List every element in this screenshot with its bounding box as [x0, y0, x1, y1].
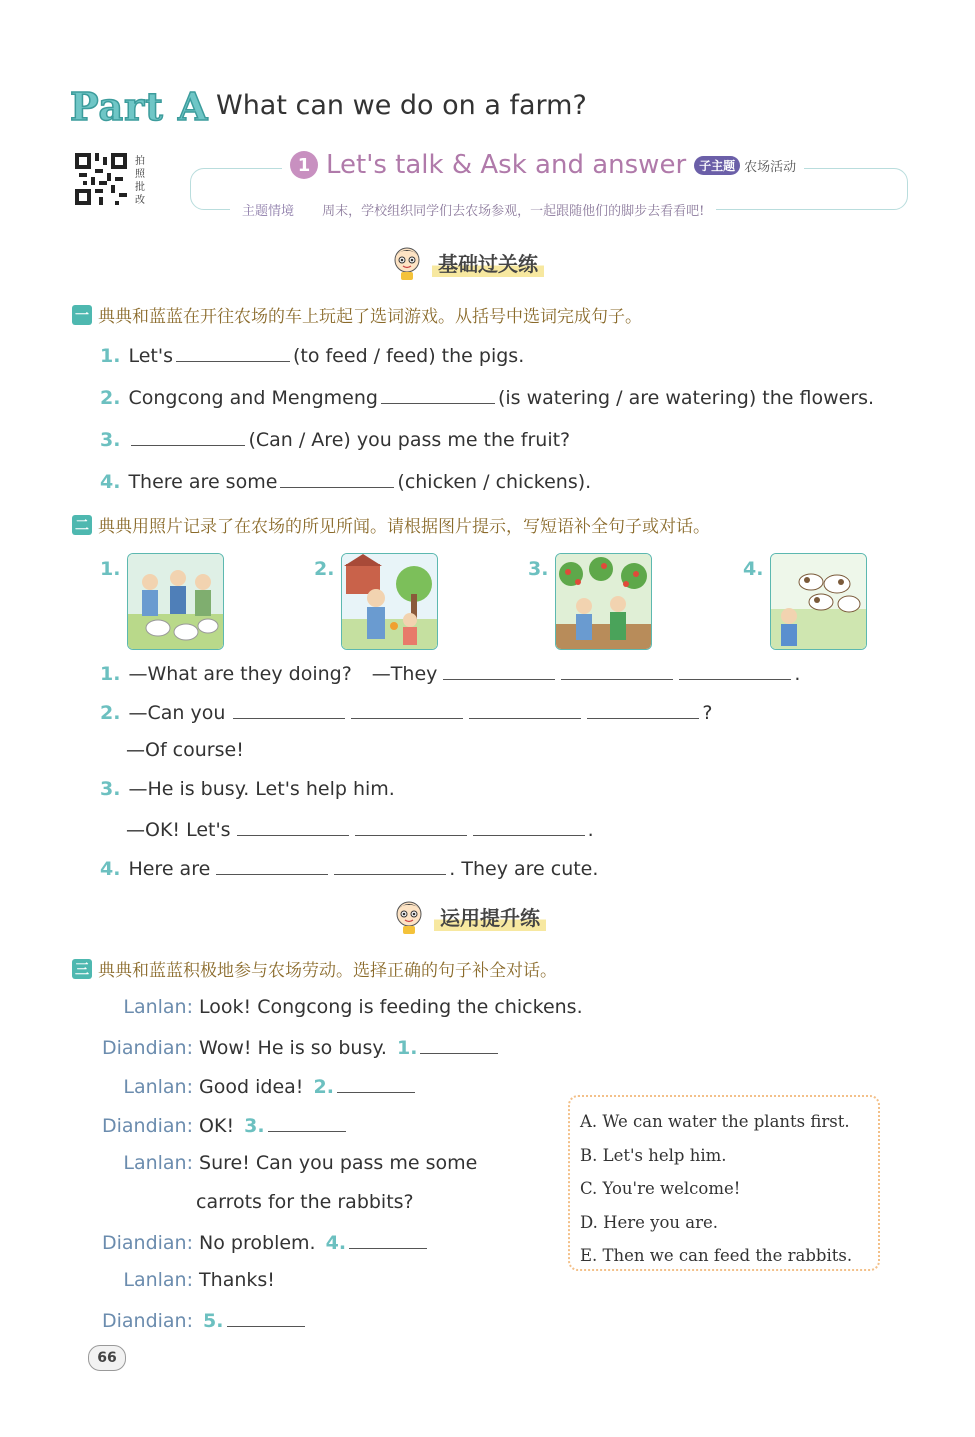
answer-blank[interactable] — [233, 700, 345, 719]
subtopic-text: 农场活动 — [744, 159, 797, 175]
answer-blank[interactable] — [679, 661, 791, 680]
speaker-name: Diandian: — [101, 1037, 193, 1059]
question-text: . They are cute. — [449, 858, 599, 880]
speaker-name: Lanlan: — [123, 1152, 193, 1174]
photo-number: 4. — [743, 558, 764, 580]
section-basic-heading — [390, 244, 544, 280]
dialogue-text: Good idea! — [199, 1076, 304, 1098]
dialogue-text: OK! — [199, 1115, 235, 1137]
exercise-2-heading — [72, 512, 710, 537]
answer-blank[interactable] — [420, 1035, 498, 1054]
subtopic-tag — [694, 156, 796, 175]
ex2-question-1 — [100, 661, 800, 685]
exercise-1-heading — [72, 302, 642, 327]
page-title: What can we do on a farm? — [216, 90, 587, 121]
item-text: (Can / Are) you pass me the fruit? — [248, 429, 571, 451]
theme-label: 主题情境 — [242, 204, 295, 219]
answer-blank[interactable] — [216, 856, 328, 875]
blank-number: 4. — [325, 1232, 347, 1254]
blank-number: 5. — [203, 1310, 224, 1332]
photo-number: 3. — [528, 558, 549, 580]
exercise-1-instruction: 典典和蓝蓝在开往农场的车上玩起了选词游戏。从括号中选词完成句子。 — [98, 307, 642, 327]
item-text: (to feed / feed) the pigs. — [292, 345, 525, 367]
answer-blank[interactable] — [280, 469, 394, 488]
question-text: Here are — [128, 858, 211, 880]
question-text: —He is busy. Let's help him. — [128, 778, 395, 800]
ex2-answer-2 — [126, 739, 244, 761]
speaker-name: Lanlan: — [123, 1269, 193, 1291]
dialogue-line-5-cont — [196, 1191, 414, 1213]
option-d: D. Here you are. — [580, 1212, 719, 1232]
item-number: 2. — [100, 702, 121, 724]
answer-blank[interactable] — [473, 817, 585, 836]
answer-blank[interactable] — [587, 700, 699, 719]
section-advanced-label: 运用提升练 — [434, 902, 546, 931]
option-b: B. Let's help him. — [580, 1145, 727, 1165]
speaker-name: Diandian: — [101, 1310, 193, 1332]
item-number: 1. — [100, 345, 121, 367]
qr-caption: 拍照批改 — [135, 156, 145, 206]
question-text: —What are they doing? — [128, 663, 352, 685]
theme-line — [230, 200, 716, 219]
answer-blank[interactable] — [561, 661, 673, 680]
answer-blank[interactable] — [337, 1074, 415, 1093]
answer-blank[interactable] — [268, 1113, 346, 1132]
punctuation: . — [587, 819, 594, 841]
answer-blank[interactable] — [334, 856, 446, 875]
ex1-item-1 — [100, 343, 524, 367]
ex2-answer-3 — [126, 817, 594, 841]
dialogue-line-1 — [60, 996, 583, 1018]
answer-blank[interactable] — [176, 343, 290, 362]
exercise-3-instruction: 典典和蓝蓝积极地参与农场劳动。选择正确的句子补全对话。 — [98, 961, 557, 981]
dialogue-text: Thanks! — [199, 1269, 275, 1291]
photo-number: 2. — [314, 558, 335, 580]
question-text: —Can you — [128, 702, 226, 724]
answer-blank[interactable] — [355, 817, 467, 836]
ex1-item-2 — [100, 385, 874, 409]
item-text: (is watering / are watering) the flowers. — [497, 387, 875, 409]
dialogue-line-4 — [60, 1113, 349, 1137]
part-label: Part A — [70, 84, 209, 129]
speaker-name: Lanlan: — [123, 996, 193, 1018]
exercise-2-badge: 二 — [72, 515, 92, 535]
item-number: 4. — [100, 471, 121, 493]
dialogue-text: carrots for the rabbits? — [196, 1191, 414, 1213]
section-basic-label: 基础过关练 — [432, 248, 544, 277]
ex2-question-4 — [100, 856, 598, 880]
exercise-1-badge: 一 — [72, 305, 92, 325]
item-text: There are some — [128, 471, 278, 493]
answer-blank[interactable] — [443, 661, 555, 680]
subtopic-badge: 子主题 — [694, 156, 740, 175]
photo-boy-cows — [770, 553, 867, 650]
item-text: (chicken / chickens). — [397, 471, 592, 493]
boy-mascot-icon — [390, 244, 424, 280]
dialogue-line-6 — [60, 1230, 430, 1254]
answer-blank[interactable] — [469, 700, 581, 719]
answer-prefix: —OK! Let's — [126, 819, 231, 841]
dialogue-text: Wow! He is so busy. — [199, 1037, 387, 1059]
dialogue-line-8 — [60, 1308, 308, 1332]
item-number: 2. — [100, 387, 121, 409]
exercise-2-instruction: 典典用照片记录了在农场的所见所闻。请根据图片提示，写短语补全句子或对话。 — [98, 517, 710, 537]
speaker-name: Diandian: — [101, 1232, 193, 1254]
answer-blank[interactable] — [381, 385, 495, 404]
option-e: E. Then we can feed the rabbits. — [580, 1246, 853, 1265]
exercise-3-badge: 三 — [72, 959, 92, 979]
lesson-title: Let's talk & Ask and answer — [326, 150, 687, 180]
photo-farmer-boy-fruit — [341, 553, 438, 650]
section-advanced-heading — [392, 898, 546, 934]
answer-text: —Of course! — [126, 739, 244, 761]
dialogue-text: No problem. — [199, 1232, 316, 1254]
punctuation: . — [794, 663, 801, 685]
boy-mascot-icon — [392, 898, 426, 934]
option-a: A. We can water the plants first. — [580, 1112, 850, 1131]
item-number: 3. — [100, 778, 121, 800]
photo-number: 1. — [100, 558, 121, 580]
answer-blank[interactable] — [131, 427, 245, 446]
lesson-number: 1 — [290, 151, 318, 179]
ex2-question-3 — [100, 778, 395, 800]
exercise-3-heading — [72, 956, 557, 981]
speaker-name: Diandian: — [101, 1115, 193, 1137]
ex2-question-2 — [100, 700, 712, 724]
options-box — [568, 1095, 880, 1271]
ex1-item-3 — [100, 427, 570, 451]
photo-boys-tomato-plants — [555, 553, 652, 650]
qr-code-icon[interactable] — [75, 153, 127, 205]
dialogue-text: Sure! Can you pass me some — [199, 1152, 478, 1174]
answer-blank[interactable] — [349, 1230, 427, 1249]
item-text: Let's — [128, 345, 173, 367]
speaker-name: Lanlan: — [123, 1076, 193, 1098]
answer-blank[interactable] — [237, 817, 349, 836]
dialogue-line-2 — [60, 1035, 501, 1059]
item-number: 4. — [100, 858, 121, 880]
ex1-item-4 — [100, 469, 591, 493]
theme-text: 周末，学校组织同学们去农场参观，一起跟随他们的脚步去看看吧! — [322, 204, 705, 219]
answer-blank[interactable] — [227, 1308, 305, 1327]
item-number: 1. — [100, 663, 121, 685]
dialogue-text: Look! Congcong is feeding the chickens. — [199, 996, 583, 1018]
dialogue-line-7 — [60, 1269, 275, 1291]
item-number: 3. — [100, 429, 121, 451]
page-number: 66 — [88, 1345, 126, 1371]
punctuation: ? — [702, 702, 713, 724]
answer-blank[interactable] — [351, 700, 463, 719]
blank-number: 1. — [396, 1037, 418, 1059]
dialogue-line-3 — [60, 1074, 418, 1098]
answer-prefix: —They — [371, 663, 438, 685]
item-text: Congcong and Mengmeng — [128, 387, 378, 409]
photo-farmers-sheep — [127, 553, 224, 650]
blank-number: 3. — [244, 1115, 265, 1137]
option-c: C. You're welcome! — [580, 1179, 741, 1198]
dialogue-line-5 — [60, 1152, 477, 1174]
lesson-header — [282, 150, 804, 180]
blank-number: 2. — [313, 1076, 334, 1098]
